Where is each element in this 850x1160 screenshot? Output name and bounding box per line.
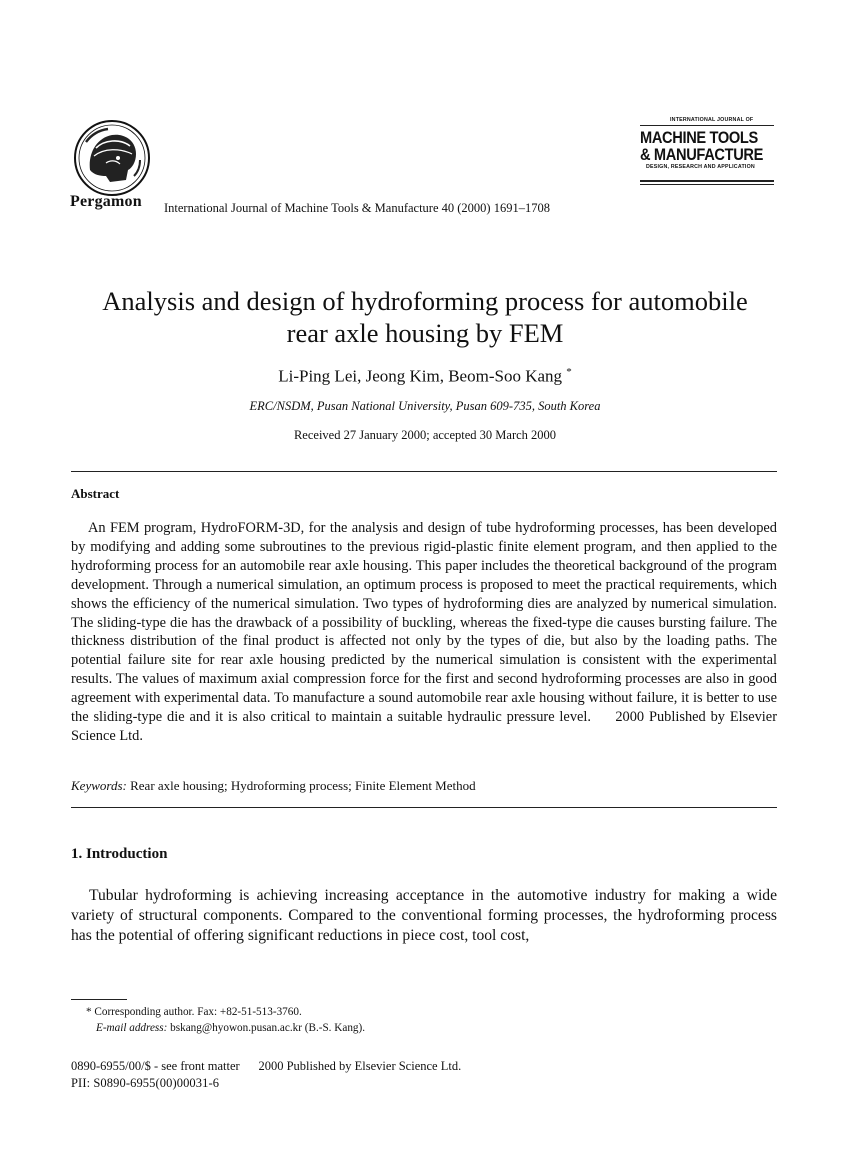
brand-title-line1: MACHINE TOOLS	[640, 128, 758, 147]
abstract-heading: Abstract	[71, 486, 120, 501]
footnote-rule	[71, 999, 127, 1000]
brand-title-line2: & MANUFACTURE	[640, 145, 764, 164]
keywords-label: Keywords:	[71, 778, 127, 793]
title-line: Analysis and design of hydroforming process for automobile	[102, 286, 748, 316]
footer-copyright: 2000 Published by Elsevier Science Ltd.	[258, 1059, 462, 1073]
title-line: rear axle housing by FEM	[286, 318, 564, 348]
front-matter-line	[71, 1059, 461, 1074]
authors: Li-Ping Lei, Jeong Kim, Beom-Soo Kang	[278, 366, 563, 386]
brand-top-line: INTERNATIONAL JOURNAL OF	[670, 117, 754, 123]
divider	[71, 471, 777, 472]
keywords	[71, 778, 476, 794]
abstract-body	[71, 519, 777, 746]
divider	[71, 807, 777, 808]
corresponding-marker: *	[566, 366, 572, 378]
brand-rule	[640, 180, 774, 182]
journal-citation: International Journal of Machine Tools & Manufacture 40 (2000) 1691–1708	[164, 201, 550, 215]
keywords-text: Rear axle housing; Hydroforming process; Finite Element Method	[130, 778, 476, 793]
received-dates: Received 27 January 2000; accepted 30 March 2000	[293, 428, 557, 442]
section-heading: 1. Introduction	[71, 846, 168, 862]
footnote-corresponding: * Corresponding author. Fax: +82-51-513-3760.	[86, 1006, 302, 1018]
email-label: E-mail address:	[96, 1022, 168, 1034]
publisher-name: Pergamon	[70, 193, 142, 210]
brand-rule	[640, 184, 774, 186]
abstract-text: An FEM program, HydroFORM-3D, for the analysis and design of tube hydroforming processes, has been developed by modifying and adding some subroutines to the previous rigid-plastic finite element program, and then applied to the hydroforming process for an automobile rear axle housing. This paper includes the theoretical background of the program development. Through a numerical simulation, an optimum process is proposed to meet the practical requirements, which shows the efficiency of the numerical simulation. Two types of hydroforming dies are analyzed by numerical simulation. The sliding-type die has the drawback of a possibility of buckling, whereas the fixed-type die causes bursting failure. The thickness distribution of the final product is affected not only by the types of die, but also by the loading paths. The potential failure site for rear axle housing predicted by the numerical simulation is consistent with the experimental results. The values of maximum axial compression force for the first and second hydroforming processes are also in good agreement with experimental data. To manufacture a sound automobile rear axle housing without failure, it is better to use the sliding-type die and it is also critical to maintain a suitable hydraulic pressure level.	[71, 520, 777, 726]
journal-brand	[640, 117, 780, 185]
email-value: bskang@hyowon.pusan.ac.kr (B.-S. Kang).	[170, 1022, 366, 1034]
brand-rule	[640, 125, 774, 127]
affiliation: ERC/NSDM, Pusan National University, Pusan 609-735, South Korea	[249, 399, 601, 413]
abstract-copyright: 2000 Published by Elsevier Science Ltd.	[71, 709, 777, 744]
introduction-text: Tubular hydroforming is achieving increasing acceptance in the automotive industry for making a wide variety of structural components. Compared to the conventional forming processes, the hydroforming process has the potential of offering significant reductions in piece cost, tool cost,	[71, 887, 777, 945]
brand-subtitle: DESIGN, RESEARCH AND APPLICATION	[646, 164, 755, 170]
footnote-email	[96, 1022, 365, 1034]
front-matter: 0890-6955/00/$ - see front matter	[71, 1059, 240, 1073]
pii: PII: S0890-6955(00)00031-6	[71, 1076, 220, 1090]
article-title	[40, 285, 810, 349]
introduction-body	[71, 886, 777, 947]
author-list	[40, 366, 810, 387]
